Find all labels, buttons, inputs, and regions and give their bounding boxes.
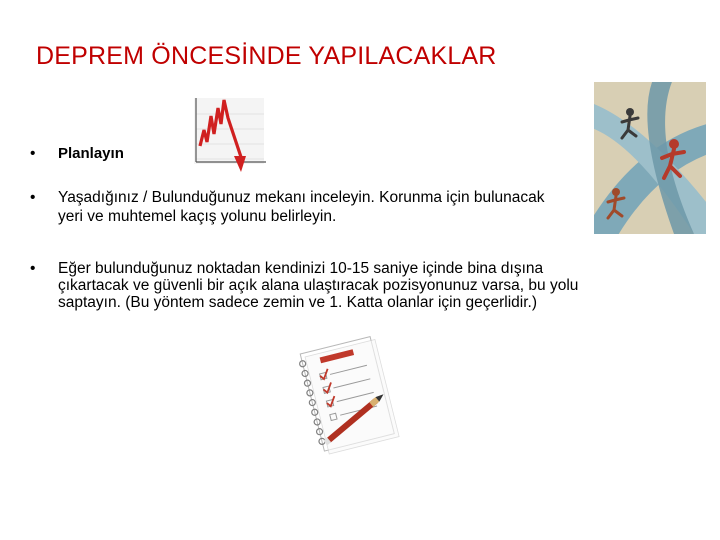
bullet-text-line-3: saptayın. (Bu yöntem sadece zemin ve 1. Katta olanlar için geçerlidir.)	[58, 294, 538, 311]
slide-title: DEPREM ÖNCESİNDE YAPILACAKLAR	[36, 42, 497, 70]
bullet-text-line-2: çıkartacak ve güvenli bir açık alana ulaştıracak pozisyonunuz varsa, bu yolu	[58, 277, 579, 294]
falling-chart-icon	[186, 94, 270, 178]
bullet-text-line-2: yeri ve muhtemel kaçış yolunu belirleyin.	[58, 208, 337, 225]
checklist-notebook-image	[282, 332, 412, 462]
bullet-text-line-1: Eğer bulunduğunuz noktadan kendinizi 10-15 saniye içinde bina dışına	[58, 260, 544, 277]
bullet-dot: •	[30, 145, 36, 162]
bullet-dot: •	[30, 260, 36, 277]
bullet-dot: •	[30, 189, 36, 206]
bullet-text-line-1: Yaşadığınız / Bulunduğunuz mekanı inceleyin. Korunma için bulunacak	[58, 189, 545, 206]
bullet-text: Planlayın	[58, 145, 124, 162]
running-figures-image	[594, 82, 706, 234]
